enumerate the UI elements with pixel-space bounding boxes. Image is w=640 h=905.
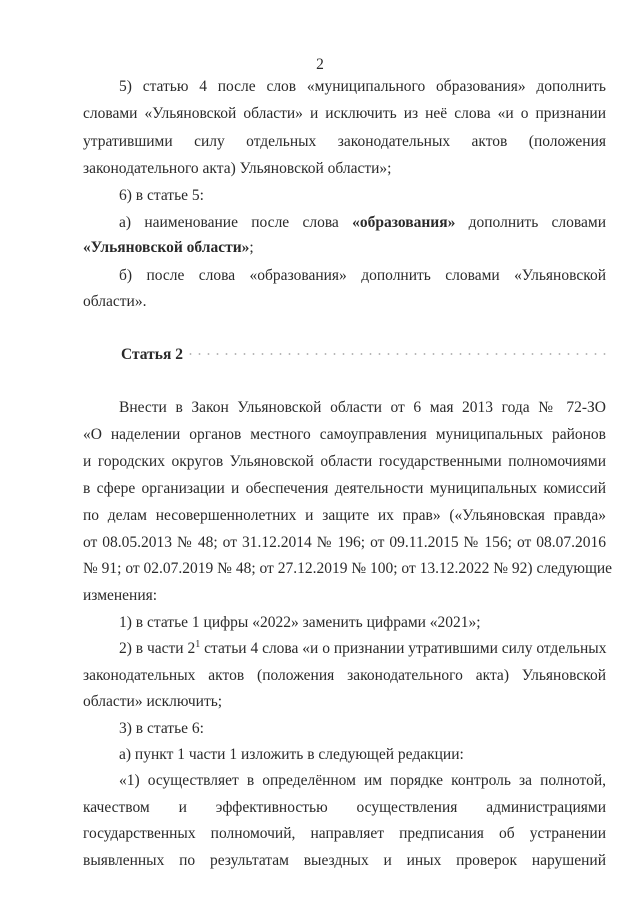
text-line: по делам несовершеннолетних и защите их прав» («Ульяновская правда»: [83, 507, 606, 524]
text-line: утратившими силу отдельных законодательных актов (положения: [83, 133, 606, 150]
text-line: выявленных по результатам выездных и иных проверок нарушений: [83, 852, 606, 869]
text-line: [83, 238, 606, 258]
bold-term: «Ульяновской области»: [83, 239, 250, 256]
text-fragment: 2) в части 2: [119, 640, 196, 657]
text-line: качеством и эффективностью осуществления администрациями: [83, 799, 606, 816]
text-line: «1) осуществляет в определённом им порядке контроль за полнотой,: [119, 772, 606, 789]
text-line: № 91; от 02.07.2019 № 48; от 27.12.2019 № 100; от 13.12.2022 № 92) следующие: [83, 560, 613, 577]
text-fragment: а) наименование после слова: [119, 214, 353, 231]
text-line: [119, 213, 606, 233]
text-fragment: статьи 4 слова «и о признании утратившими силу отдельных: [200, 640, 607, 657]
text-line: законодательного акта) Ульяновской области»;: [83, 160, 392, 177]
text-line: «О наделении органов местного самоуправления муниципальных районов: [83, 426, 606, 443]
text-line: законодательных актов (положения законодательного акта) Ульяновской: [83, 667, 606, 684]
text-line: в сфере организации и обеспечения деятельности муниципальных комиссий: [83, 480, 606, 497]
text-line: области».: [83, 293, 147, 310]
text-line: 3) в статье 6:: [119, 720, 204, 737]
superscript: 1: [195, 638, 201, 650]
page-number: 2: [316, 56, 324, 73]
text-line: 6) в статье 5:: [119, 187, 204, 204]
text-line: словами «Ульяновской области» и исключить из неё слова «и о признании: [83, 105, 606, 122]
text-line: государственных полномочий, направляет предписания об устранении: [83, 825, 606, 842]
text-fragment: дополнить словами: [455, 214, 606, 231]
text-line: б) после слова «образования» дополнить словами «Ульяновской: [119, 267, 606, 284]
text-line: области» исключить;: [83, 693, 223, 710]
text-line: а) пункт 1 части 1 изложить в следующей редакции:: [119, 746, 464, 763]
text-line: и городских округов Ульяновской области государственными полномочиями: [83, 453, 606, 470]
text-line: от 08.05.2013 № 48; от 31.12.2014 № 196; от 09.11.2015 № 156; от 08.07.2016: [83, 534, 606, 551]
text-line: Внести в Закон Ульяновской области от 6 мая 2013 года № 72-ЗО: [119, 399, 606, 416]
text-line: 1) в статье 1 цифры «2022» заменить цифрами «2021»;: [119, 614, 481, 631]
text-line: изменения:: [83, 587, 158, 604]
bold-term: «образования»: [352, 214, 456, 231]
article-heading: Статья 2: [121, 346, 183, 363]
text-line: 5) статью 4 после слов «муниципального образования» дополнить: [119, 78, 606, 95]
dotted-rule: [186, 353, 606, 355]
text-line: [119, 639, 606, 659]
text-fragment: ;: [249, 239, 254, 256]
